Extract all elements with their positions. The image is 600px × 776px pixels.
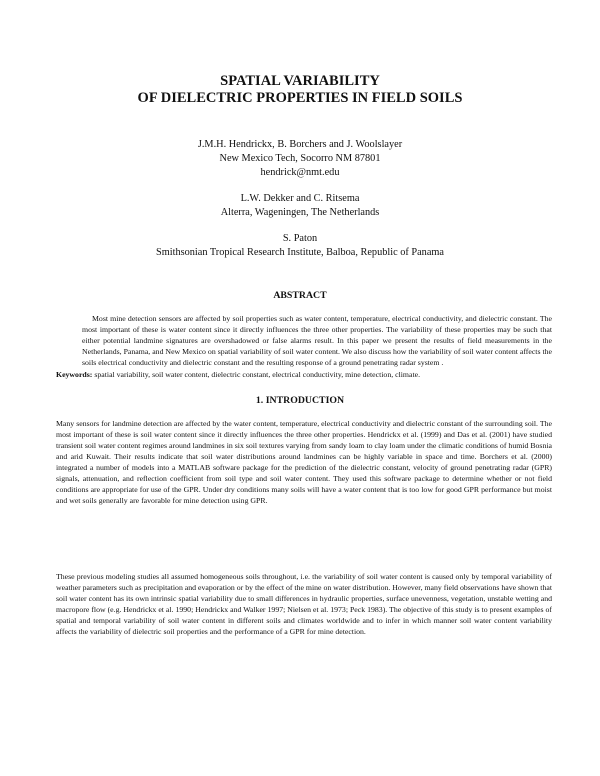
author-names: S. Paton [282, 233, 318, 244]
keywords-line [56, 369, 552, 380]
author-affiliation: New Mexico Tech, Socorro NM 87801 [219, 153, 381, 164]
title-line-2: OF DIELECTRIC PROPERTIES IN FIELD SOILS [137, 90, 463, 106]
author-block-3 [60, 232, 540, 260]
author-block-1 [60, 138, 540, 180]
introduction-paragraph-1: Many sensors for landmine detection are affected by the water content, temperature, electrical conductivity and dielectric constant of the surrounding soil. The most important of these is soil water content since it directly influences the three other properties. Hendrickx et al. (1999) and Das et al. (2001) have studied transient soil water content regimes around landmines in six soil textures varying from sandy loam to clay loam under the climatic conditions of humid Bosnia and arid Kuwait. Their results indicate that soil water distributions around landmines can be highly variable in space and time. Borchers et al. (2000) integrated a number of models into a MATLAB software package for the prediction of the dielectric constant, velocity of ground penetrating radar (GPR) signals, attenuation, and reflection coefficient from soil type and soil water content. They used this software package to determine whether or not field conditions are appropriate for use of the GPR. Under dry conditions many soils will have a water content that is too low for good GPR performance but moist and wet soils generally are favorable for mine detection using GPR. [56, 419, 552, 505]
abstract-heading: ABSTRACT [273, 290, 327, 301]
introduction-paragraph-2: These previous modeling studies all assumed homogeneous soils throughout, i.e. the variability of soil water content is caused only by temporal variability of weather parameters such as precipitation and evaporation or by the effect of the mine on water distribution. However, many field observations have shown that soil water content has its own intrinsic spatial variability due to small differences in hydraulic properties, surface unevenness, vegetation, unstable wetting and macropore flow (e.g. Hendrickx et al. 1990; Hendrickx and Walker 1997; Nielsen et al. 1973; Peck 1983). The objective of this study is to present examples of spatial and temporal variability of soil water content in different soils and climates worldwide and to infer in which manner soil water content variability affects the variability of dielectric soil properties and the performance of a GPR for mine detection. [56, 572, 553, 636]
abstract-text: Most mine detection sensors are affected by soil properties such as water content, temperature, electrical conductivity, and dielectric constant. The most important of these is water content since it directly influences the three other properties. The variability of these properties may be such that either potential landmine signatures are overshadowed or false alarms result. In this paper we present the results of field measurements in the Netherlands, Panama, and New Mexico on spatial variability of soil water content. We also discuss how the variability of soil water content affects the soils electrical conductivity and dielectric constant and the resulting response of a ground penetrating radar system . [82, 314, 552, 367]
author-affiliation: Smithsonian Tropical Research Institute, Balboa, Republic of Panama [156, 247, 444, 258]
title-line-1: SPATIAL VARIABILITY [220, 73, 380, 89]
author-affiliation: Alterra, Wageningen, The Netherlands [220, 207, 380, 218]
author-block-2 [60, 192, 540, 220]
keywords-text: spatial variability, soil water content, dielectric constant, electrical conductivity, mine detection, climate. [92, 370, 421, 379]
author-names: J.M.H. Hendrickx, B. Borchers and J. Woolslayer [197, 139, 403, 150]
keywords-label: Keywords: [56, 370, 93, 379]
introduction-heading: 1. INTRODUCTION [255, 395, 345, 406]
author-names: L.W. Dekker and C. Ritsema [240, 193, 360, 204]
paper-title [60, 73, 540, 107]
author-email: hendrick@nmt.edu [260, 167, 340, 178]
